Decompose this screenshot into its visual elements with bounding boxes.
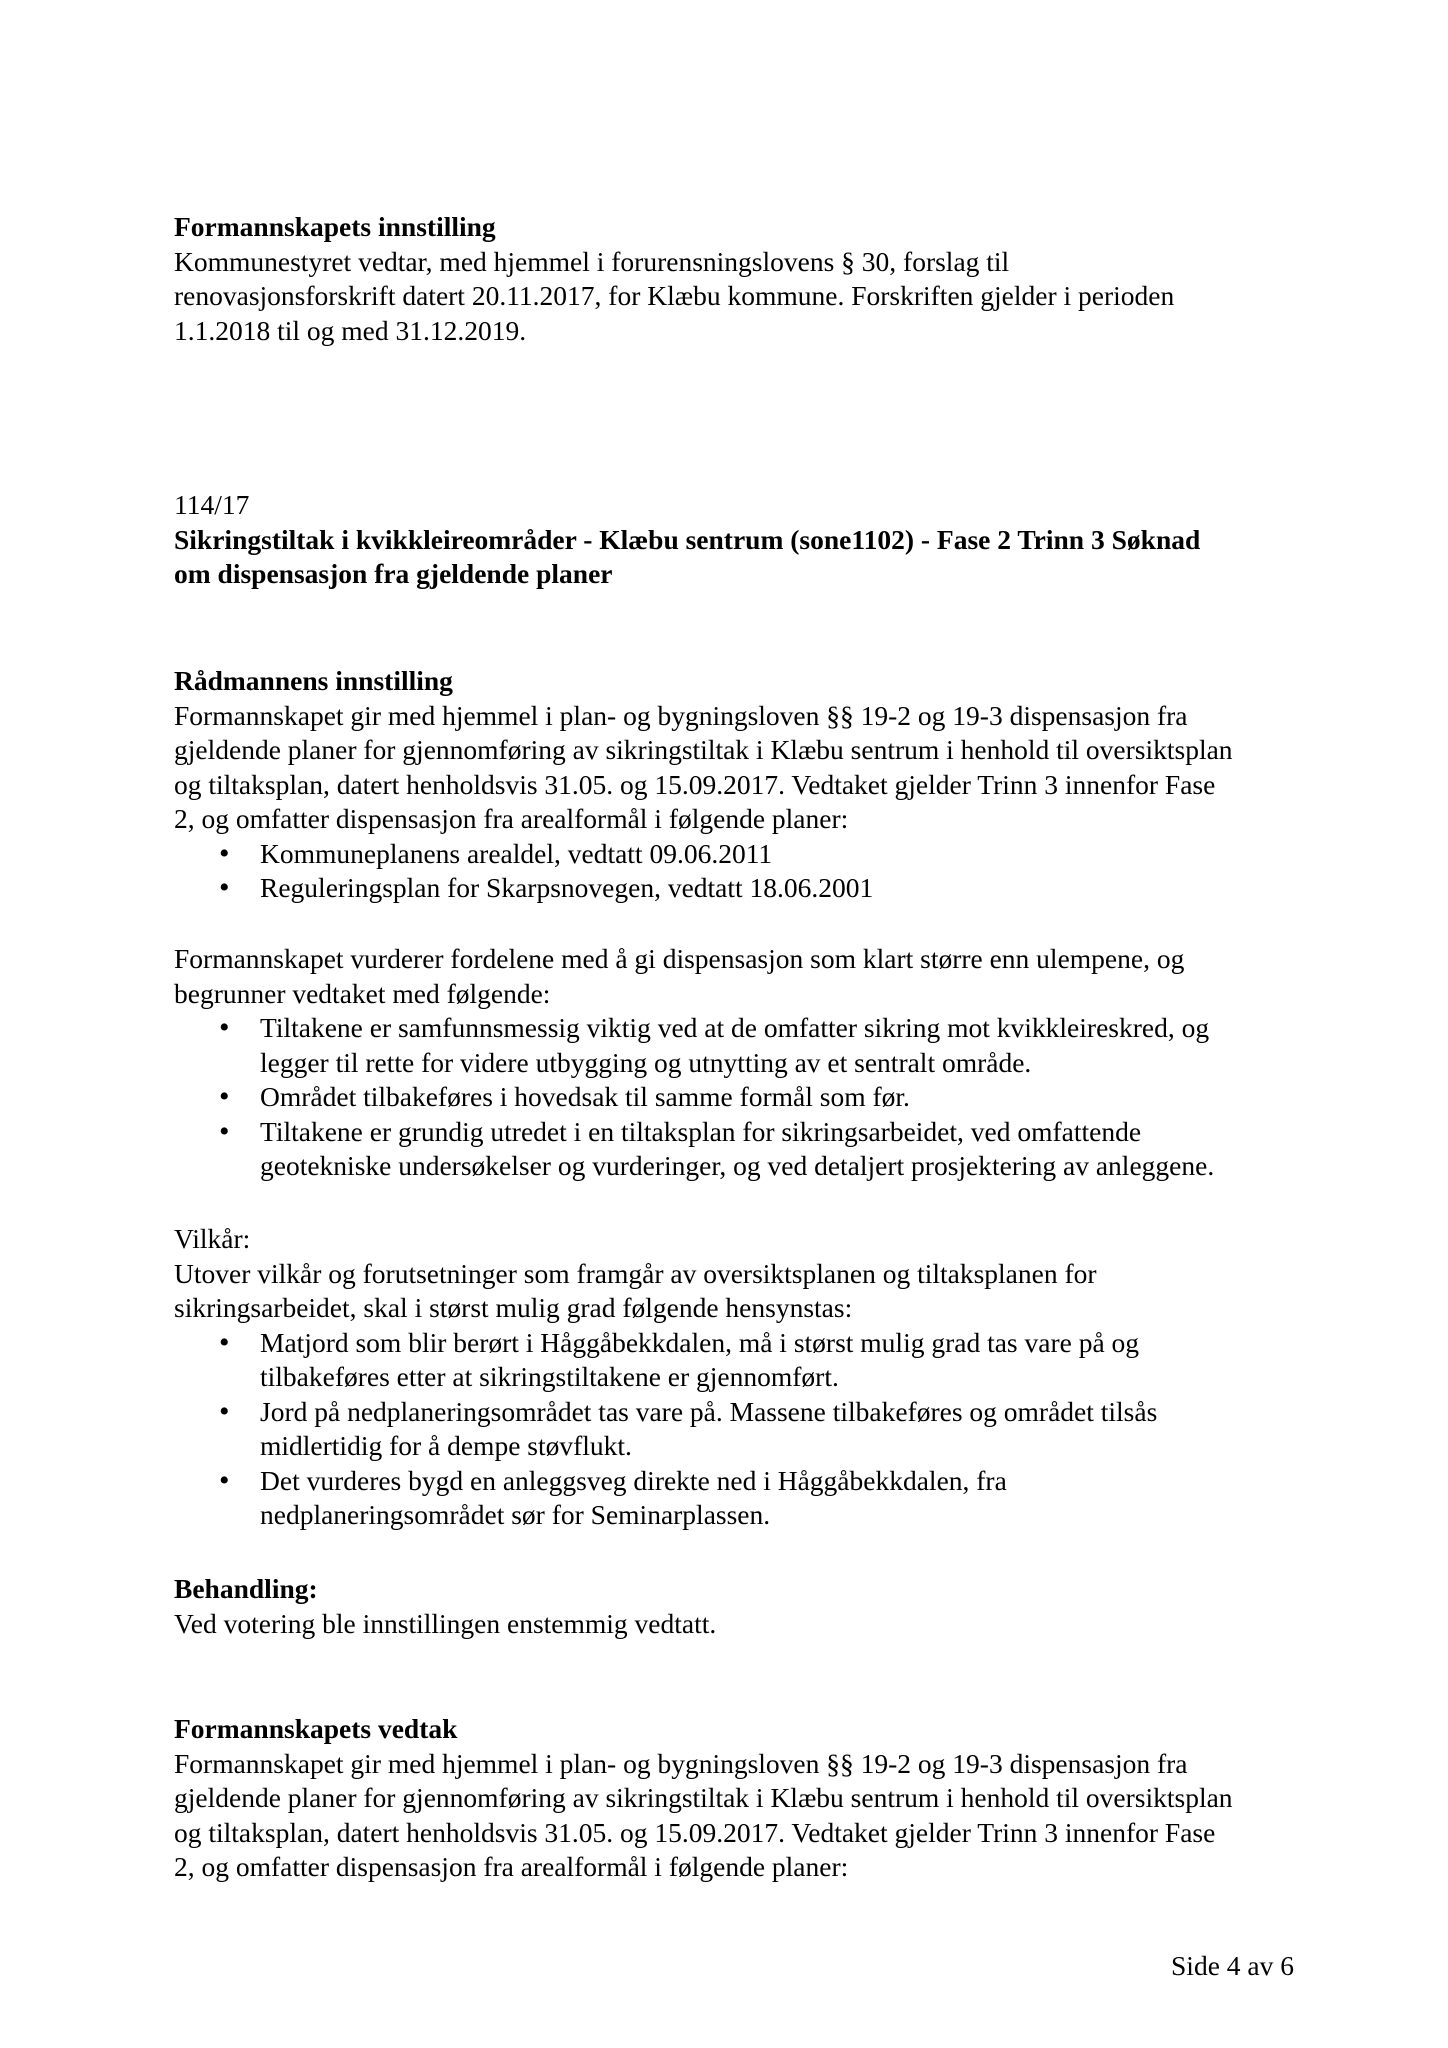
conditions-list xyxy=(174,1326,1294,1533)
section-behandling xyxy=(174,1572,1294,1641)
text-line: Formannskapet gir med hjemmel i plan- og bygningsloven §§ 19-2 og 19-3 dispensasjon fra xyxy=(174,699,1188,731)
text-line: begrunner vedtaket med følgende: xyxy=(174,977,551,1009)
section-formannskapets-vedtak xyxy=(174,1712,1294,1885)
text-line: gjeldende planer for gjennomføring av sikringstiltak i Klæbu sentrum i henhold til oversiktsplan xyxy=(174,734,1233,765)
reasons-list xyxy=(174,1011,1294,1184)
case-header xyxy=(174,488,1294,592)
list-line: nedplaneringsområdet sør for Seminarplassen. xyxy=(260,1499,771,1530)
case-title-line: om dispensasjon fra gjeldende planer xyxy=(174,558,613,589)
section-formannskapets-innstilling xyxy=(174,210,1294,348)
list-line: geotekniske undersøkelser og vurderinger, og ved detaljert prosjektering av anleggene. xyxy=(260,1150,1215,1181)
text-line: Formannskapet vurderer fordelene med å gi dispensasjon som klart større enn ulempene, og xyxy=(174,943,1185,974)
list-item xyxy=(174,1080,1294,1115)
page-number: Side 4 av 6 xyxy=(1171,1950,1294,1981)
list-item xyxy=(174,1115,1294,1184)
section-heading: Rådmannens innstilling xyxy=(174,665,453,696)
list-line: Jord på nedplaneringsområdet tas vare på. Massene tilbakeføres og området tilsås xyxy=(260,1395,1158,1427)
list-item xyxy=(174,1395,1294,1464)
list-item xyxy=(174,1464,1294,1533)
text-line: gjeldende planer for gjennomføring av sikringstiltak i Klæbu sentrum i henhold til oversiktsplan xyxy=(174,1782,1233,1813)
list-line: Det vurderes bygd en anleggsveg direkte ned i Håggåbekkdalen, fra xyxy=(260,1464,1007,1496)
section-heading: Formannskapets innstilling xyxy=(174,211,496,242)
text-line: 2, og omfatter dispensasjon fra arealformål i følgende planer: xyxy=(174,803,849,834)
text-line: Formannskapet gir med hjemmel i plan- og bygningsloven §§ 19-2 og 19-3 dispensasjon fra xyxy=(174,1747,1188,1779)
conditions-label: Vilkår: xyxy=(174,1223,251,1254)
plans-list xyxy=(174,837,1294,906)
text-line: renovasjonsforskrift datert 20.11.2017, for Klæbu kommune. Forskriften gjelder i perioden xyxy=(174,280,1175,311)
assessment xyxy=(174,942,1294,1184)
text-line: og tiltaksplan, datert henholdsvis 31.05. og 15.09.2017. Vedtaket gjelder Trinn 3 innenfor Fase xyxy=(174,768,1216,800)
list-item xyxy=(174,1326,1294,1395)
text-line: Utover vilkår og forutsetninger som framgår av oversiktsplanen og tiltaksplanen for xyxy=(174,1257,1097,1289)
list-line: tilbakeføres etter at sikringstiltakene er gjennomført. xyxy=(260,1361,839,1392)
text-line: sikringsarbeidet, skal i størst mulig grad følgende hensynstas: xyxy=(174,1292,853,1323)
list-item: • Kommuneplanens arealdel, vedtatt 09.06.2011 xyxy=(174,837,1294,872)
list-line: Området tilbakeføres i hovedsak til samme formål som før. xyxy=(260,1081,910,1112)
list-line: Tiltakene er samfunnsmessig viktig ved at de omfatter sikring mot kvikkleireskred, og xyxy=(260,1012,1210,1043)
list-line: Matjord som blir berørt i Håggåbekkdalen, må i størst mulig grad tas vare på og xyxy=(260,1326,1140,1358)
text-line: Ved votering ble innstillingen enstemmig vedtatt. xyxy=(174,1607,717,1639)
text-line: 2, og omfatter dispensasjon fra arealformål i følgende planer: xyxy=(174,1851,849,1882)
text-line: Kommunestyret vedtar, med hjemmel i forurensningslovens § 30, forslag til xyxy=(174,245,1010,277)
text-line: og tiltaksplan, datert henholdsvis 31.05. og 15.09.2017. Vedtaket gjelder Trinn 3 innenfor Fase xyxy=(174,1816,1216,1848)
list-item xyxy=(174,1011,1294,1080)
list-line: midlertidig for å dempe støvflukt. xyxy=(260,1430,632,1461)
section-radmannens-innstilling xyxy=(174,664,1294,906)
text-line: 1.1.2018 til og med 31.12.2019. xyxy=(174,314,527,346)
case-title-line: Sikringstiltak i kvikkleireområder - Klæbu sentrum (sone1102) - Fase 2 Trinn 3 Søknad xyxy=(174,523,1201,555)
list-line: legger til rette for videre utbygging og utnytting av et sentralt område. xyxy=(260,1046,1032,1078)
list-item: • Reguleringsplan for Skarpsnovegen, vedtatt 18.06.2001 xyxy=(174,871,1294,906)
section-heading: Behandling: xyxy=(174,1573,318,1604)
section-heading: Formannskapets vedtak xyxy=(174,1713,458,1744)
conditions xyxy=(174,1222,1294,1533)
list-line: Tiltakene er grundig utredet i en tiltaksplan for sikringsarbeidet, ved omfattende xyxy=(260,1115,1142,1147)
case-number: 114/17 xyxy=(174,489,250,520)
